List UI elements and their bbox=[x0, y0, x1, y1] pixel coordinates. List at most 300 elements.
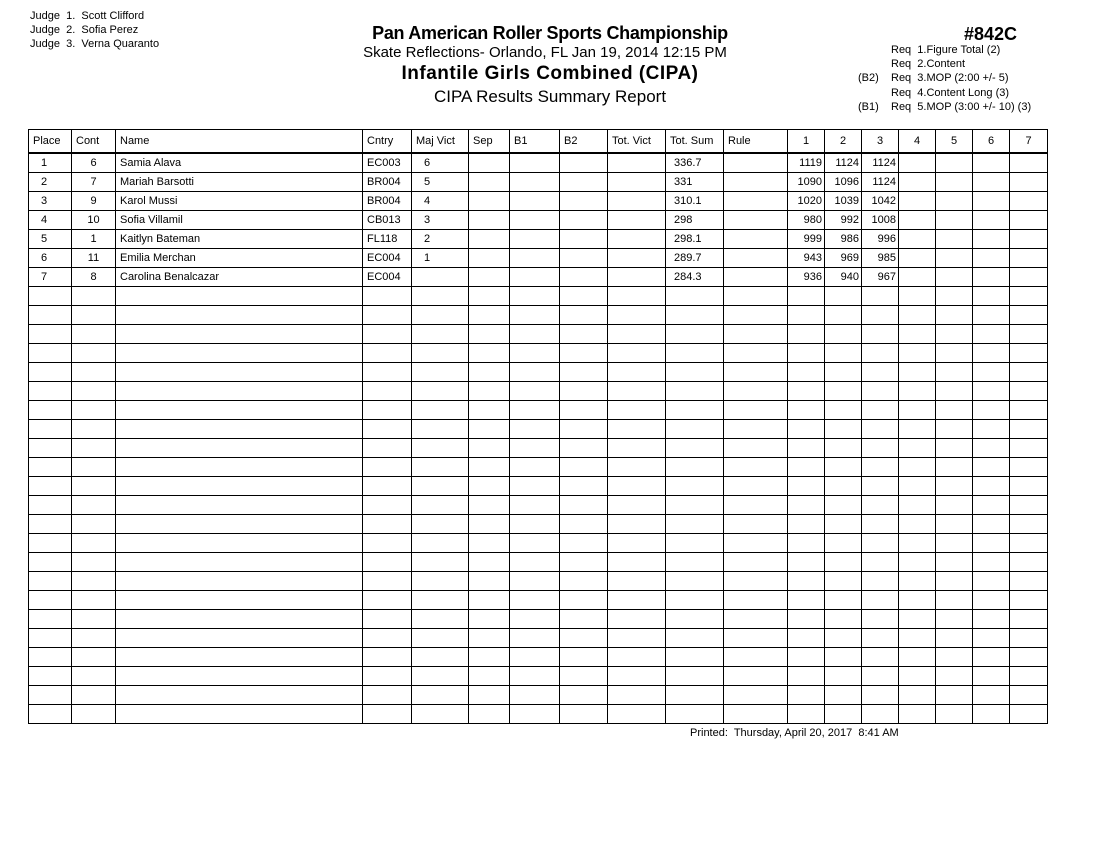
empty-cell bbox=[788, 667, 825, 686]
cell-j5 bbox=[936, 173, 973, 192]
empty-cell bbox=[825, 667, 862, 686]
empty-cell bbox=[825, 477, 862, 496]
report-header bbox=[300, 22, 800, 108]
empty-cell bbox=[560, 572, 608, 591]
empty-cell bbox=[1010, 325, 1048, 344]
requirement-2 bbox=[858, 57, 1031, 71]
cell-cont: 1 bbox=[72, 230, 116, 249]
empty-cell bbox=[116, 496, 363, 515]
empty-cell bbox=[973, 420, 1010, 439]
empty-cell bbox=[1010, 686, 1048, 705]
empty-cell bbox=[724, 572, 788, 591]
empty-cell bbox=[29, 401, 72, 420]
empty-cell bbox=[116, 363, 363, 382]
empty-cell bbox=[724, 363, 788, 382]
empty-cell bbox=[666, 515, 724, 534]
empty-cell bbox=[29, 287, 72, 306]
requirement-text: MOP (2:00 +/- 5) bbox=[926, 72, 1009, 85]
cell-j7 bbox=[1010, 153, 1048, 173]
empty-cell bbox=[1010, 363, 1048, 382]
empty-cell bbox=[862, 629, 899, 648]
empty-cell bbox=[666, 629, 724, 648]
empty-cell bbox=[363, 420, 412, 439]
cell-j3: 967 bbox=[862, 268, 899, 287]
empty-cell bbox=[469, 610, 510, 629]
cell-tot-sum: 298 bbox=[666, 211, 724, 230]
table-header-row bbox=[29, 130, 1048, 154]
cell-j4 bbox=[899, 230, 936, 249]
requirement-text: Figure Total (2) bbox=[926, 44, 1001, 56]
empty-cell bbox=[862, 705, 899, 724]
cell-sep bbox=[469, 268, 510, 287]
cell-sep bbox=[469, 230, 510, 249]
requirement-3 bbox=[858, 71, 1031, 85]
empty-cell bbox=[72, 458, 116, 477]
empty-cell bbox=[899, 439, 936, 458]
cell-j5 bbox=[936, 153, 973, 173]
empty-cell bbox=[72, 534, 116, 553]
empty-cell bbox=[469, 401, 510, 420]
empty-cell bbox=[72, 629, 116, 648]
empty-cell bbox=[788, 306, 825, 325]
cell-b2 bbox=[560, 192, 608, 211]
empty-cell bbox=[72, 610, 116, 629]
cell-b1 bbox=[510, 192, 560, 211]
cell-j5 bbox=[936, 192, 973, 211]
empty-cell bbox=[788, 458, 825, 477]
empty-cell bbox=[412, 344, 469, 363]
empty-table-row bbox=[29, 667, 1048, 686]
empty-cell bbox=[469, 496, 510, 515]
empty-cell bbox=[363, 515, 412, 534]
empty-cell bbox=[825, 705, 862, 724]
empty-table-row bbox=[29, 610, 1048, 629]
empty-cell bbox=[825, 420, 862, 439]
empty-cell bbox=[363, 572, 412, 591]
empty-cell bbox=[29, 306, 72, 325]
empty-cell bbox=[666, 382, 724, 401]
empty-cell bbox=[560, 629, 608, 648]
empty-cell bbox=[510, 667, 560, 686]
cell-b1 bbox=[510, 230, 560, 249]
empty-cell bbox=[788, 553, 825, 572]
cell-cont: 8 bbox=[72, 268, 116, 287]
empty-cell bbox=[412, 420, 469, 439]
cell-cont: 9 bbox=[72, 192, 116, 211]
cell-maj-vict: 5 bbox=[412, 173, 469, 192]
cell-b2 bbox=[560, 153, 608, 173]
column-header-rule: Rule bbox=[724, 130, 788, 154]
empty-cell bbox=[973, 667, 1010, 686]
empty-cell bbox=[363, 667, 412, 686]
empty-cell bbox=[899, 572, 936, 591]
cell-j6 bbox=[973, 230, 1010, 249]
empty-cell bbox=[936, 534, 973, 553]
cell-j1: 1090 bbox=[788, 173, 825, 192]
empty-cell bbox=[608, 363, 666, 382]
empty-cell bbox=[363, 477, 412, 496]
empty-cell bbox=[724, 686, 788, 705]
cell-j1: 1119 bbox=[788, 153, 825, 173]
cell-cont: 6 bbox=[72, 153, 116, 173]
cell-j1: 999 bbox=[788, 230, 825, 249]
empty-cell bbox=[510, 629, 560, 648]
empty-cell bbox=[825, 572, 862, 591]
empty-cell bbox=[724, 648, 788, 667]
column-header-4: 4 bbox=[899, 130, 936, 154]
cell-maj-vict: 6 bbox=[412, 153, 469, 173]
cell-name: Carolina Benalcazar bbox=[116, 268, 363, 287]
empty-cell bbox=[1010, 534, 1048, 553]
table-row bbox=[29, 211, 1048, 230]
cell-j1: 980 bbox=[788, 211, 825, 230]
empty-cell bbox=[560, 610, 608, 629]
cell-cntry: EC004 bbox=[363, 268, 412, 287]
empty-cell bbox=[724, 591, 788, 610]
requirement-5 bbox=[858, 100, 1031, 114]
empty-cell bbox=[1010, 420, 1048, 439]
cell-cont: 11 bbox=[72, 249, 116, 268]
empty-cell bbox=[469, 287, 510, 306]
empty-cell bbox=[788, 591, 825, 610]
empty-cell bbox=[412, 439, 469, 458]
empty-cell bbox=[1010, 705, 1048, 724]
cell-tot-sum: 331 bbox=[666, 173, 724, 192]
empty-cell bbox=[899, 382, 936, 401]
empty-cell bbox=[862, 325, 899, 344]
empty-cell bbox=[825, 553, 862, 572]
empty-cell bbox=[116, 534, 363, 553]
empty-cell bbox=[973, 306, 1010, 325]
empty-cell bbox=[72, 287, 116, 306]
empty-cell bbox=[608, 553, 666, 572]
empty-cell bbox=[899, 306, 936, 325]
empty-cell bbox=[412, 667, 469, 686]
empty-cell bbox=[862, 686, 899, 705]
empty-cell bbox=[510, 344, 560, 363]
event-name: Infantile Girls Combined (CIPA) bbox=[401, 63, 699, 84]
empty-cell bbox=[973, 553, 1010, 572]
empty-cell bbox=[862, 496, 899, 515]
empty-cell bbox=[116, 382, 363, 401]
cell-j7 bbox=[1010, 173, 1048, 192]
empty-cell bbox=[116, 648, 363, 667]
empty-cell bbox=[973, 610, 1010, 629]
empty-cell bbox=[936, 572, 973, 591]
empty-cell bbox=[72, 363, 116, 382]
empty-cell bbox=[1010, 477, 1048, 496]
empty-cell bbox=[666, 287, 724, 306]
empty-cell bbox=[936, 705, 973, 724]
empty-cell bbox=[788, 686, 825, 705]
empty-cell bbox=[72, 705, 116, 724]
empty-cell bbox=[510, 458, 560, 477]
judge-3: Judge 3. Verna Quaranto bbox=[30, 38, 160, 50]
empty-cell bbox=[666, 648, 724, 667]
empty-table-row bbox=[29, 591, 1048, 610]
empty-cell bbox=[412, 572, 469, 591]
empty-cell bbox=[412, 591, 469, 610]
column-header-maj-vict: Maj Vict bbox=[412, 130, 469, 154]
empty-cell bbox=[412, 401, 469, 420]
cell-maj-vict: 1 bbox=[412, 249, 469, 268]
empty-cell bbox=[973, 496, 1010, 515]
cell-j5 bbox=[936, 268, 973, 287]
empty-cell bbox=[363, 496, 412, 515]
empty-cell bbox=[29, 648, 72, 667]
empty-cell bbox=[560, 553, 608, 572]
empty-cell bbox=[608, 705, 666, 724]
empty-cell bbox=[363, 382, 412, 401]
cell-rule bbox=[724, 211, 788, 230]
empty-cell bbox=[788, 439, 825, 458]
cell-name: Kaitlyn Bateman bbox=[116, 230, 363, 249]
empty-cell bbox=[788, 325, 825, 344]
requirement-bonus-tag: (B2) bbox=[858, 72, 879, 85]
cell-j6 bbox=[973, 249, 1010, 268]
empty-cell bbox=[116, 439, 363, 458]
empty-cell bbox=[510, 534, 560, 553]
empty-cell bbox=[666, 439, 724, 458]
empty-cell bbox=[788, 382, 825, 401]
cell-cntry: BR004 bbox=[363, 173, 412, 192]
empty-cell bbox=[608, 420, 666, 439]
empty-cell bbox=[29, 363, 72, 382]
cell-sep bbox=[469, 153, 510, 173]
empty-cell bbox=[862, 306, 899, 325]
empty-cell bbox=[724, 705, 788, 724]
empty-cell bbox=[899, 363, 936, 382]
column-header-tot-sum: Tot. Sum bbox=[666, 130, 724, 154]
empty-cell bbox=[724, 458, 788, 477]
cell-j7 bbox=[1010, 268, 1048, 287]
judge-1: Judge 1. Scott Clifford bbox=[30, 10, 145, 22]
empty-cell bbox=[862, 477, 899, 496]
empty-cell bbox=[412, 496, 469, 515]
empty-cell bbox=[469, 629, 510, 648]
empty-table-row bbox=[29, 306, 1048, 325]
empty-cell bbox=[29, 553, 72, 572]
empty-cell bbox=[862, 382, 899, 401]
column-header-b2: B2 bbox=[560, 130, 608, 154]
empty-cell bbox=[1010, 439, 1048, 458]
empty-cell bbox=[899, 515, 936, 534]
empty-cell bbox=[116, 344, 363, 363]
empty-cell bbox=[862, 648, 899, 667]
requirement-bonus-tag: (B1) bbox=[858, 100, 879, 113]
cell-j1: 1020 bbox=[788, 192, 825, 211]
cell-j6 bbox=[973, 153, 1010, 173]
empty-cell bbox=[1010, 572, 1048, 591]
cell-place: 7 bbox=[29, 268, 72, 287]
empty-cell bbox=[666, 534, 724, 553]
cell-j4 bbox=[899, 249, 936, 268]
empty-cell bbox=[412, 363, 469, 382]
empty-cell bbox=[666, 458, 724, 477]
column-header-2: 2 bbox=[825, 130, 862, 154]
empty-cell bbox=[936, 306, 973, 325]
requirement-bonus-tag bbox=[858, 57, 891, 71]
column-header-cont: Cont bbox=[72, 130, 116, 154]
requirement-4 bbox=[858, 86, 1031, 100]
cell-b2 bbox=[560, 268, 608, 287]
cell-place: 1 bbox=[29, 153, 72, 173]
empty-cell bbox=[469, 344, 510, 363]
empty-cell bbox=[72, 496, 116, 515]
empty-cell bbox=[560, 363, 608, 382]
empty-cell bbox=[469, 458, 510, 477]
empty-cell bbox=[899, 458, 936, 477]
empty-cell bbox=[862, 363, 899, 382]
empty-cell bbox=[1010, 382, 1048, 401]
empty-cell bbox=[825, 648, 862, 667]
empty-cell bbox=[788, 287, 825, 306]
empty-cell bbox=[72, 572, 116, 591]
cell-j3: 1042 bbox=[862, 192, 899, 211]
empty-cell bbox=[116, 401, 363, 420]
empty-cell bbox=[608, 648, 666, 667]
empty-cell bbox=[363, 363, 412, 382]
empty-cell bbox=[116, 629, 363, 648]
cell-sep bbox=[469, 173, 510, 192]
empty-cell bbox=[560, 686, 608, 705]
empty-cell bbox=[29, 458, 72, 477]
empty-table-row bbox=[29, 420, 1048, 439]
table-row bbox=[29, 173, 1048, 192]
cell-b1 bbox=[510, 173, 560, 192]
empty-cell bbox=[825, 439, 862, 458]
empty-cell bbox=[788, 534, 825, 553]
cell-cntry: CB013 bbox=[363, 211, 412, 230]
cell-cont: 10 bbox=[72, 211, 116, 230]
empty-cell bbox=[936, 420, 973, 439]
empty-cell bbox=[469, 686, 510, 705]
column-header-6: 6 bbox=[973, 130, 1010, 154]
cell-tot-vict bbox=[608, 268, 666, 287]
empty-cell bbox=[72, 667, 116, 686]
empty-cell bbox=[608, 629, 666, 648]
table-row bbox=[29, 230, 1048, 249]
empty-cell bbox=[666, 667, 724, 686]
empty-cell bbox=[412, 534, 469, 553]
empty-table-row bbox=[29, 629, 1048, 648]
empty-cell bbox=[724, 325, 788, 344]
empty-cell bbox=[724, 477, 788, 496]
empty-cell bbox=[116, 553, 363, 572]
cell-name: Karol Mussi bbox=[116, 192, 363, 211]
empty-cell bbox=[72, 439, 116, 458]
empty-table-row bbox=[29, 344, 1048, 363]
empty-cell bbox=[724, 382, 788, 401]
cell-rule bbox=[724, 268, 788, 287]
empty-cell bbox=[788, 420, 825, 439]
empty-cell bbox=[363, 705, 412, 724]
event-location: Skate Reflections- Orlando, FL Jan 19, 2014 12:15 PM bbox=[363, 44, 727, 61]
empty-cell bbox=[666, 572, 724, 591]
empty-cell bbox=[412, 515, 469, 534]
cell-j4 bbox=[899, 268, 936, 287]
empty-cell bbox=[560, 496, 608, 515]
empty-cell bbox=[973, 648, 1010, 667]
empty-cell bbox=[899, 401, 936, 420]
requirement-bonus-tag bbox=[858, 43, 891, 57]
empty-cell bbox=[560, 534, 608, 553]
empty-cell bbox=[412, 610, 469, 629]
empty-cell bbox=[29, 325, 72, 344]
empty-cell bbox=[936, 439, 973, 458]
cell-rule bbox=[724, 230, 788, 249]
empty-cell bbox=[724, 515, 788, 534]
cell-tot-vict bbox=[608, 173, 666, 192]
empty-cell bbox=[973, 591, 1010, 610]
empty-table-row bbox=[29, 553, 1048, 572]
empty-cell bbox=[469, 363, 510, 382]
table-row bbox=[29, 268, 1048, 287]
empty-table-row bbox=[29, 325, 1048, 344]
empty-cell bbox=[363, 534, 412, 553]
cell-j4 bbox=[899, 211, 936, 230]
column-header-name: Name bbox=[116, 130, 363, 154]
empty-cell bbox=[899, 344, 936, 363]
cell-cntry: EC004 bbox=[363, 249, 412, 268]
empty-cell bbox=[724, 287, 788, 306]
empty-cell bbox=[412, 477, 469, 496]
empty-table-row bbox=[29, 439, 1048, 458]
empty-cell bbox=[560, 401, 608, 420]
empty-cell bbox=[666, 553, 724, 572]
empty-cell bbox=[469, 648, 510, 667]
cell-place: 3 bbox=[29, 192, 72, 211]
empty-cell bbox=[510, 553, 560, 572]
empty-cell bbox=[560, 591, 608, 610]
empty-cell bbox=[29, 439, 72, 458]
empty-cell bbox=[899, 629, 936, 648]
empty-cell bbox=[899, 534, 936, 553]
empty-cell bbox=[608, 344, 666, 363]
empty-cell bbox=[899, 705, 936, 724]
empty-cell bbox=[29, 382, 72, 401]
empty-cell bbox=[608, 686, 666, 705]
empty-cell bbox=[116, 686, 363, 705]
empty-cell bbox=[899, 610, 936, 629]
empty-cell bbox=[560, 287, 608, 306]
empty-cell bbox=[116, 591, 363, 610]
empty-cell bbox=[973, 325, 1010, 344]
empty-cell bbox=[936, 382, 973, 401]
cell-rule bbox=[724, 173, 788, 192]
empty-cell bbox=[116, 287, 363, 306]
empty-cell bbox=[973, 686, 1010, 705]
empty-table-row bbox=[29, 477, 1048, 496]
cell-maj-vict: 4 bbox=[412, 192, 469, 211]
empty-cell bbox=[936, 591, 973, 610]
empty-cell bbox=[510, 325, 560, 344]
cell-b2 bbox=[560, 230, 608, 249]
empty-cell bbox=[560, 420, 608, 439]
empty-cell bbox=[29, 629, 72, 648]
empty-cell bbox=[29, 572, 72, 591]
empty-cell bbox=[29, 610, 72, 629]
requirement-label: Req 1. bbox=[891, 44, 927, 56]
empty-cell bbox=[724, 344, 788, 363]
empty-cell bbox=[973, 363, 1010, 382]
cell-tot-sum: 284.3 bbox=[666, 268, 724, 287]
empty-cell bbox=[788, 610, 825, 629]
empty-cell bbox=[510, 287, 560, 306]
empty-cell bbox=[412, 306, 469, 325]
empty-cell bbox=[560, 667, 608, 686]
empty-cell bbox=[825, 382, 862, 401]
